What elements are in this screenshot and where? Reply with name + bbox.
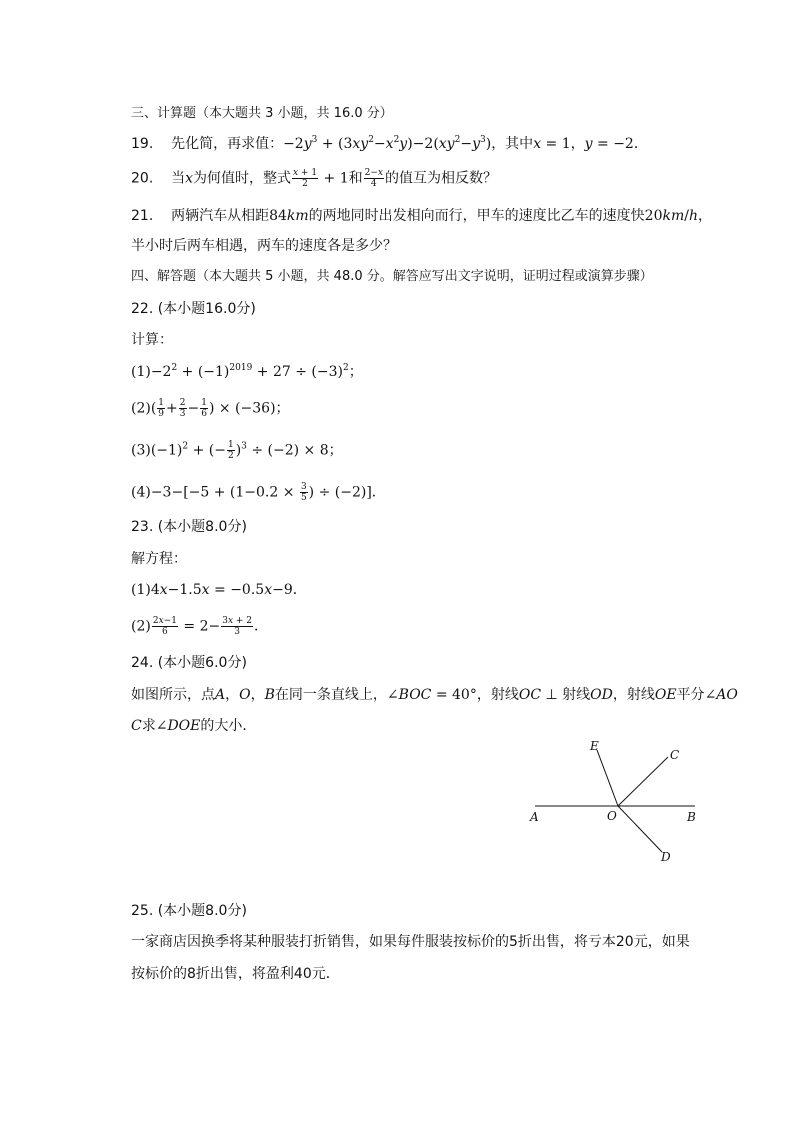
q24-text-1: 如图所示，点 (131, 687, 215, 703)
q23-item-1: (1)4x−1.5x = −0.5x−9． (131, 582, 307, 598)
q20-number: 20. (131, 170, 154, 187)
label-C: C (670, 748, 680, 762)
q24-line-1: 如图所示，点A，O，B在同一条直线上，∠BOC = 40°，射线OC ⊥ 射线OD，射线OE平分∠AO (131, 687, 738, 703)
q19-end: ． (633, 136, 648, 152)
q25-line-1: 一家商店因换季将某种服装打折销售，如果每件服装按标价的5折出售，将亏本20元，如果 (131, 934, 690, 950)
q24-text-6: 平分 (676, 687, 705, 703)
q22-header: 22. (本小题16.0分) (131, 301, 256, 317)
q19-suffix: ，其中 (491, 136, 534, 152)
q20-text-1: 当 (171, 170, 186, 187)
q24-text-7: 求 (141, 718, 156, 734)
q21-text-2: 的两地同时出发相向而行，甲车的速度比乙车的速度快 (308, 208, 645, 224)
q22-item-3: $(3)(-1)^2$ + (− $\frac{1}{2}$ )$^3$ ÷ (−2) × 8； (131, 440, 343, 461)
label-B: B (687, 810, 696, 824)
q20-fraction-2: $\frac{2-x}{4}$ (364, 168, 383, 189)
question-21-line-1: 21. 两辆汽车从相距84km的两地同时出发相向而行，甲车的速度比乙车的速度快20km/h， (131, 208, 713, 224)
label-A: A (530, 810, 539, 824)
q24-text-3: ，射线 (476, 687, 519, 703)
q19-prefix: 先化简，再求值： (171, 136, 284, 152)
q19-condition: x = 1，y = −2 (533, 136, 634, 152)
q23-item-2: (2) $\frac{2x-1}{6}$ = 2− $\frac{3x + 2}{3}$ ． (131, 616, 269, 637)
q25-line-2: 按标价的8折出售，将盈利40元． (131, 966, 340, 982)
section-3-title: 三、计算题（本大题共 3 小题，共 16.0 分） (131, 106, 393, 121)
q19-expression: $-2y^3 + (3xy^2-x^2y)-2(xy^2-y^3)$ (283, 135, 492, 152)
ray-OE (597, 750, 618, 806)
label-O: O (607, 809, 617, 823)
ray-OC (618, 757, 668, 806)
angle-figure (525, 735, 705, 870)
q24-text-8: 的大小． (200, 718, 257, 734)
q24-line-2: C求∠DOE的大小． (131, 718, 257, 734)
q22-item-2: (2)( $\frac{1}{9}$ + $\frac{2}{3}$ − $\frac{1}{6}$ ) × (−36)； (131, 398, 290, 419)
ray-OD (618, 806, 662, 852)
question-20: 20. 当x为何值时，整式 $\frac{x + 1}{2}$ + 1和 $\frac{2-x}{4}$ 的值互为相反数？ (131, 168, 497, 189)
q24-text-5: ，射线 (612, 687, 655, 703)
q20-text-4: 的值互为相反数？ (384, 170, 497, 187)
q23-header: 23. (本小题8.0分) (131, 519, 247, 535)
q21-number: 21. (131, 208, 154, 224)
question-21-line-2: 半小时后两车相遇，两车的速度各是多少？ (131, 238, 397, 254)
q20-text-2: 为何值时，整式 (192, 170, 291, 187)
question-19 (131, 134, 648, 154)
section-4-title: 四、解答题（本大题共 5 小题，共 48.0 分。解答应写出文字说明，证明过程或演算步骤） (131, 269, 653, 284)
q25-header: 25. (本小题8.0分) (131, 903, 247, 919)
label-E: E (590, 739, 599, 753)
q20-fraction-1: $\frac{x + 1}{2}$ (292, 168, 318, 189)
q24-text-4: 射线 (562, 687, 591, 703)
q20-text-3: 和 (348, 170, 363, 187)
q24-header: 24. (本小题6.0分) (131, 655, 247, 671)
q19-number: 19. (131, 136, 154, 152)
q21-text-1: 两辆汽车从相距 (171, 208, 270, 224)
q23-intro: 解方程： (131, 551, 187, 567)
label-D: D (661, 850, 671, 864)
q22-item-4: (4)−3−[−5 + (1−0.2 × $\frac{3}{5}$ ) ÷ (−2)]． (131, 482, 386, 503)
q22-item-1: $(1)-2^2 + (-1)^{2019} + 27 \div (-3)^2$； (131, 363, 363, 380)
q22-intro: 计算： (131, 332, 173, 348)
q24-text-2: 在同一条直线上， (274, 687, 387, 703)
